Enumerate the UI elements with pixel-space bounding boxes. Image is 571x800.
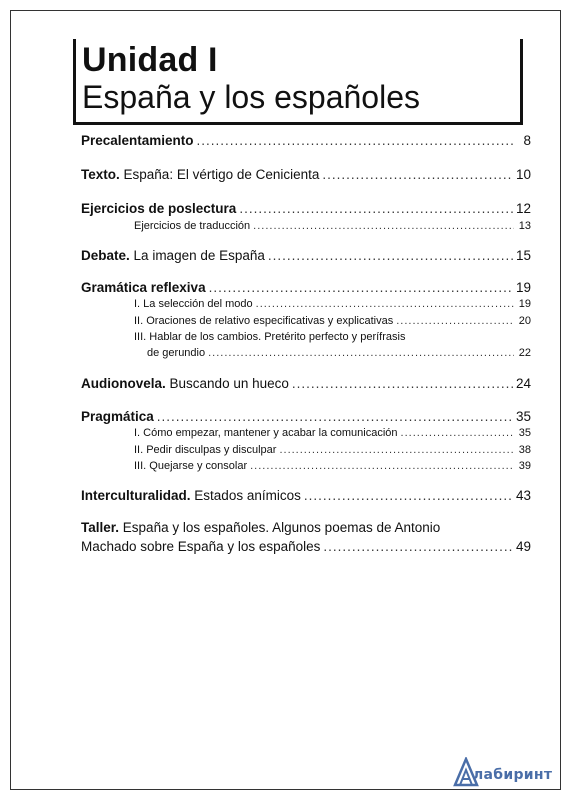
watermark-text: лабиринт	[473, 767, 553, 783]
toc-label: Buscando un hueco	[169, 376, 289, 391]
toc-entry-gramatica-1	[134, 298, 531, 310]
toc-page-number: 10	[515, 167, 531, 182]
toc-entry-gramatica	[81, 280, 531, 295]
toc-label: I. La selección del modo	[134, 298, 253, 310]
toc-page-number: 35	[515, 409, 531, 424]
toc-page-number: 39	[518, 460, 531, 472]
unit-title: Unidad I	[82, 41, 218, 79]
toc-leader-dots	[268, 248, 513, 263]
toc-entry-pragmatica-3	[134, 460, 531, 472]
toc-label-bold: Audionovela.	[81, 376, 166, 391]
toc-leader-dots	[239, 201, 513, 216]
toc-leader-dots	[197, 133, 514, 148]
toc-page-number: 15	[515, 248, 531, 263]
toc-leader-dots	[253, 220, 514, 232]
toc-page-number: 13	[518, 220, 531, 232]
toc-entry-ejercicios	[81, 201, 531, 216]
toc-page-number: 35	[518, 427, 531, 439]
toc-label: Gramática reflexiva	[81, 280, 206, 295]
unit-subtitle: España y los españoles	[82, 79, 420, 115]
toc-page-number: 12	[515, 201, 531, 216]
toc-entry-pragmatica-2	[134, 444, 531, 456]
toc-entry-taller-cont	[81, 539, 531, 554]
toc-leader-dots	[396, 315, 514, 327]
toc-page-number: 20	[518, 315, 531, 327]
toc-entry-gramatica-2	[134, 315, 531, 327]
toc-label: de gerundio	[147, 347, 206, 359]
toc-entry-taller	[81, 520, 531, 535]
toc-label-bold: Taller.	[81, 520, 120, 535]
toc-label: Ejercicios de poslectura	[81, 201, 237, 216]
toc-leader-dots	[322, 167, 513, 182]
toc-page-number: 22	[518, 347, 531, 359]
document-page	[10, 10, 561, 790]
toc-entry-gramatica-3	[134, 331, 531, 343]
toc-label: Precalentamiento	[81, 133, 194, 148]
toc-label: III. Hablar de los cambios. Pretérito perfecto y perífrasis	[134, 331, 406, 343]
toc-leader-dots	[401, 427, 514, 439]
toc-label: Estados anímicos	[194, 488, 301, 503]
toc-label: I. Cómo empezar, mantener y acabar la comunicación	[134, 427, 398, 439]
toc-leader-dots	[209, 280, 513, 295]
toc-entry-audionovela	[81, 376, 531, 391]
toc-label: III. Quejarse y consolar	[134, 460, 248, 472]
toc-page-number: 24	[515, 376, 531, 391]
toc-entry-precalentamiento	[81, 133, 531, 148]
toc-label: Machado sobre España y los españoles	[81, 539, 321, 554]
toc-entry-gramatica-3-cont	[147, 347, 531, 359]
toc-leader-dots	[292, 376, 513, 391]
toc-entry-pragmatica	[81, 409, 531, 424]
unit-title-box	[73, 39, 523, 125]
toc-label-bold: Interculturalidad.	[81, 488, 191, 503]
watermark-logo	[453, 753, 563, 789]
toc-label: La imagen de España	[133, 248, 265, 263]
toc-page-number: 19	[518, 298, 531, 310]
toc-label: II. Oraciones de relativo especificativas y explicativas	[134, 315, 394, 327]
toc-entry-traduccion	[134, 220, 531, 232]
toc-page-number: 43	[515, 488, 531, 503]
toc-label-bold: Debate.	[81, 248, 130, 263]
toc-leader-dots	[208, 347, 514, 359]
toc-label: España: El vértigo de Cenicienta	[123, 167, 320, 182]
toc-leader-dots	[304, 488, 513, 503]
toc-label: España y los españoles. Algunos poemas de Antonio	[122, 520, 441, 535]
toc-entry-pragmatica-1	[134, 427, 531, 439]
toc-leader-dots	[157, 409, 513, 424]
toc-leader-dots	[323, 539, 513, 554]
toc-label: Ejercicios de traducción	[134, 220, 251, 232]
toc-label-bold: Texto.	[81, 167, 120, 182]
toc-leader-dots	[279, 444, 514, 456]
toc-entry-interculturalidad	[81, 488, 531, 503]
toc-entry-debate	[81, 248, 531, 263]
toc-label: Pragmática	[81, 409, 154, 424]
toc-entry-texto	[81, 167, 531, 182]
toc-leader-dots	[250, 460, 514, 472]
toc-leader-dots	[256, 298, 514, 310]
toc-page-number: 19	[515, 280, 531, 295]
toc-page-number: 38	[518, 444, 531, 456]
toc-label: II. Pedir disculpas y disculpar	[134, 444, 277, 456]
toc-page-number: 8	[523, 133, 531, 148]
toc-page-number: 49	[515, 539, 531, 554]
